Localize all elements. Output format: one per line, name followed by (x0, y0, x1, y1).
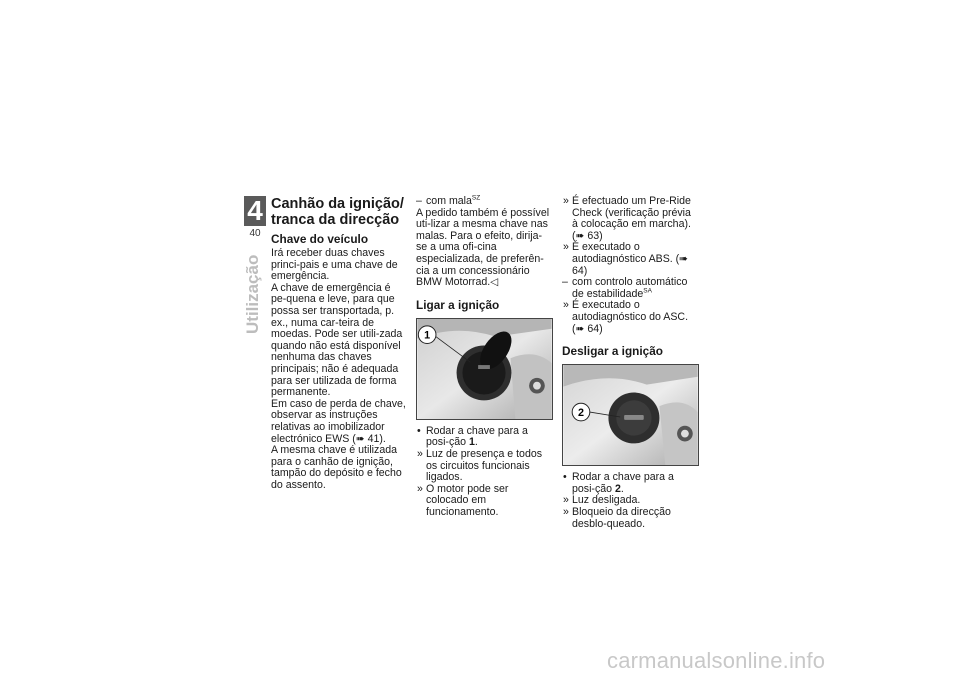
photo-callout-1: 1 (424, 329, 431, 342)
chapter-number: 4 (244, 196, 266, 226)
paragraph: Em caso de perda de chave, observar as instruções relativas ao imobilizador electrónico EWS (➠ 41). (271, 397, 406, 445)
result-item: » É executado o autodiagnóstico do ASC. (➠ 64) (562, 300, 699, 335)
page-number: 40 (249, 228, 261, 239)
watermark: carmanualsonline.info (607, 648, 826, 673)
result-item: » Luz de presença e todos os circuitos funcionais ligados. (416, 449, 553, 484)
result-item: » Bloqueio da direcção desblo-queado. (562, 507, 699, 530)
paragraph: A pedido também é possível uti-lizar a mesma chave nas malas. Para o efeito, dirija-se a uma ofi-cina especializada, de preferên-cia a um concessionário BMW Motorrad.◁ (416, 206, 550, 289)
column-2 (416, 196, 553, 519)
subtitle-vehicle-key: Chave do veículo (271, 232, 369, 246)
option-code: SA (643, 287, 652, 295)
result-item: » Luz desligada. (562, 495, 699, 507)
result-item: » O motor pode ser colocado em funcionamento. (416, 484, 553, 519)
option-item: – com mala$^{SZ}$ (416, 196, 553, 208)
ignition-on-photo (416, 318, 553, 420)
option-item: – com controlo automático de estabilidade$^{SA}$ (562, 277, 699, 300)
paragraph: A mesma chave é utilizada para o canhão de ignição, tampão do depósito e fecho do assento. (271, 444, 402, 491)
section-title-ignition-on: Ligar a ignição (416, 297, 500, 312)
photo-callout-2: 2 (577, 407, 584, 420)
instruction-step: • Rodar a chave para a posi-ção 2. (562, 472, 699, 495)
section-title-ignition-off: Desligar a ignição (562, 344, 663, 359)
paragraph: Irá receber duas chaves princi-pais e uma chave de emergência. (271, 247, 398, 283)
paragraph: A chave de emergência é pe-quena e leve, para que possa ser transportada, p. ex., numa car-teira de moedas. Pode ser utili-zada quando não está disponível nenhuma das chaves principais; não é adequada para ser utilizada de forma permanente. (271, 281, 403, 399)
ignition-off-photo (562, 364, 699, 466)
result-item: » É efectuado um Pre-Ride Check (verificação prévia à colocação em marcha). (➠ 63) (562, 196, 699, 242)
result-item: » É executado o autodiagnóstico ABS. (➠ 64) (562, 242, 699, 277)
column-1 (271, 196, 408, 491)
instruction-step: • Rodar a chave para a posi-ção 1. (416, 426, 553, 449)
column-3 (562, 196, 699, 530)
option-code: SZ (471, 194, 481, 202)
page-title: Canhão da ignição/ tranca da direcção (271, 196, 404, 228)
